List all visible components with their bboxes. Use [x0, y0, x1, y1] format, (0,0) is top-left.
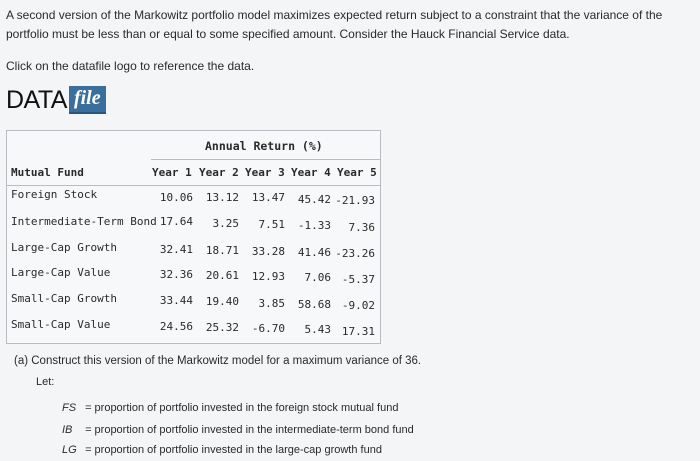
- let-label: Let:: [36, 376, 55, 388]
- return-cell: -5.37: [341, 273, 375, 286]
- year-header: Year 1: [152, 166, 192, 179]
- variable-symbol: LG: [62, 444, 77, 456]
- return-cell: 20.61: [205, 269, 239, 282]
- return-cell: 18.71: [205, 244, 239, 257]
- year-header: Year 4: [291, 166, 331, 179]
- mutual-fund-header: Mutual Fund: [11, 166, 84, 179]
- variable-description: = proportion of portfolio invested in the foreign stock mutual fund: [85, 402, 399, 414]
- return-cell: 17.64: [159, 215, 193, 228]
- datafile-logo[interactable]: [6, 86, 106, 114]
- year-header: Year 5: [337, 166, 377, 179]
- return-cell: -1.33: [297, 219, 331, 232]
- return-cell: 10.06: [159, 191, 193, 204]
- variable-description: = proportion of portfolio invested in the intermediate-term bond fund: [85, 424, 414, 436]
- return-cell: 19.40: [205, 295, 239, 308]
- return-cell: 33.28: [251, 245, 285, 258]
- return-cell: 58.68: [297, 298, 331, 311]
- return-cell: 7.36: [348, 221, 375, 234]
- fund-name: Foreign Stock: [11, 188, 98, 201]
- return-cell: 25.32: [205, 321, 239, 334]
- header-divider: [151, 159, 380, 160]
- fund-name: Small-Cap Growth: [11, 292, 117, 305]
- annual-return-header: Annual Return (%): [205, 139, 323, 153]
- return-cell: 41.46: [297, 246, 331, 259]
- fund-name: Small-Cap Value: [11, 318, 111, 331]
- year-header: Year 2: [199, 166, 239, 179]
- return-cell: 3.85: [258, 297, 285, 310]
- return-cell: 32.41: [159, 243, 193, 256]
- return-cell: 32.36: [159, 268, 193, 281]
- fund-name: Intermediate-Term Bond: [11, 215, 157, 228]
- variable-definition: [62, 444, 382, 456]
- part-a-question: (a) Construct this version of the Markowitz model for a maximum variance of 36.: [14, 355, 422, 367]
- variable-description: = proportion of portfolio invested in the large-cap growth fund: [85, 444, 382, 456]
- return-cell: -23.26: [335, 247, 375, 260]
- return-cell: 13.47: [251, 191, 285, 204]
- return-cell: 45.42: [297, 193, 331, 206]
- datafile-logo-file-text: file: [69, 86, 106, 114]
- year-header: Year 3: [245, 166, 285, 179]
- return-cell: -6.70: [251, 322, 285, 335]
- return-cell: 7.51: [258, 218, 285, 231]
- datafile-logo-data-text: DATA: [6, 86, 67, 114]
- intro-paragraph: A second version of the Markowitz portfolio model maximizes expected return subject to a constraint that the variance of the portfolio must be less than or equal to some specified amount. Consider the Hauck Financial Service data.: [6, 8, 663, 41]
- variable-symbol: IB: [62, 424, 73, 436]
- return-cell: 12.93: [251, 270, 285, 283]
- returns-table: [6, 130, 381, 344]
- variable-definition: [62, 424, 414, 436]
- return-cell: 13.12: [205, 191, 239, 204]
- datafile-note: Click on the datafile logo to reference the data.: [6, 59, 255, 73]
- return-cell: -9.02: [341, 299, 375, 312]
- header-divider: [7, 185, 380, 186]
- fund-name: Large-Cap Growth: [11, 241, 117, 254]
- return-cell: 5.43: [304, 323, 331, 336]
- fund-name: Large-Cap Value: [11, 266, 111, 279]
- variable-symbol: FS: [62, 402, 77, 414]
- return-cell: 7.06: [304, 271, 331, 284]
- return-cell: 24.56: [159, 320, 193, 333]
- variable-definition: [62, 402, 398, 414]
- return-cell: -21.93: [335, 194, 375, 207]
- return-cell: 33.44: [159, 294, 193, 307]
- return-cell: 17.31: [341, 325, 375, 338]
- return-cell: 3.25: [212, 217, 239, 230]
